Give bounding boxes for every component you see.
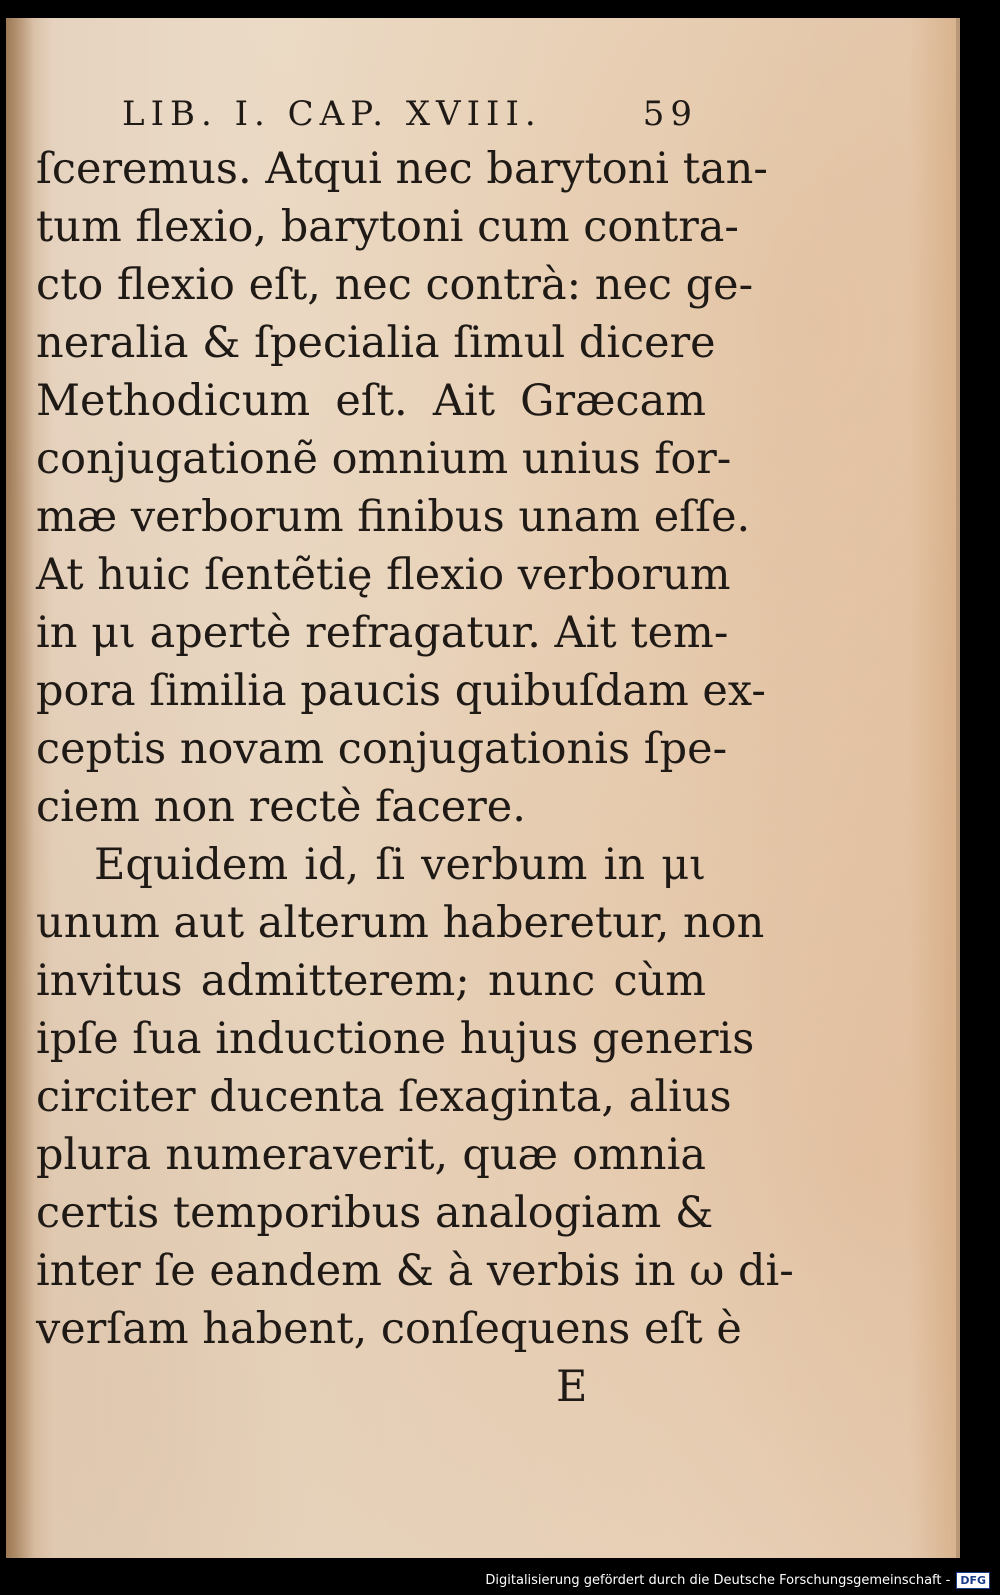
paragraph-2 [36,836,794,1358]
text-line: conjugationẽ omnium unius for- [36,434,732,484]
dfg-logo: DFG [956,1572,990,1589]
running-title: LIB. I. CAP. XVIII. [122,94,542,134]
text-line: tum flexio, barytoni cum contra- [36,202,739,252]
catchword: E [556,1362,588,1412]
book-page [6,18,960,1558]
text-line: ciem non rectè facere. [36,782,526,832]
text-line: circiter ducenta ſexaginta, alius [36,1072,732,1122]
text-line: inter ſe eandem & à verbis in ω di- [36,1246,794,1296]
text-line: ſceremus. Atqui nec barytoni tan- [36,144,768,194]
text-line: in μι apertè refragatur. Ait tem- [36,608,729,658]
text-line: plura numeraverit, quæ omnia [36,1130,706,1180]
text-line: neralia & ſpecialia ſimul dicere [36,318,716,368]
text-line: unum aut alterum haberetur, non [36,898,765,948]
spine-shadow [6,18,34,1558]
text-line: Methodicum eſt. Ait Græcam [36,376,706,426]
text-line: invitus admitterem; nunc cùm [36,956,706,1006]
text-line: certis temporibus analogiam & [36,1188,714,1238]
credit-text: Digitalisierung gefördert durch die Deutsche Forschungsgemeinschaft - [485,1573,951,1588]
text-line: ipſe ſua inductione hujus generis [36,1014,755,1064]
text-line: cto flexio eſt, nec contrà: nec ge- [36,260,754,310]
text-line: ceptis novam conjugationis ſpe- [36,724,728,774]
text-line: mæ verborum finibus unam eſſe. [36,492,751,542]
page-text [36,88,794,1416]
digitization-credit [485,1572,990,1589]
text-line: pora ſimilia paucis quibuſdam ex- [36,666,766,716]
text-line: Equidem id, ſi verbum in μι [94,840,706,890]
running-header [36,88,706,140]
paragraph-1 [36,140,768,836]
text-line: At huic ſentẽtię flexio verborum [36,550,731,600]
text-line: verſam habent, conſequens eſt è [36,1304,742,1354]
page-number: 59 [642,94,698,134]
